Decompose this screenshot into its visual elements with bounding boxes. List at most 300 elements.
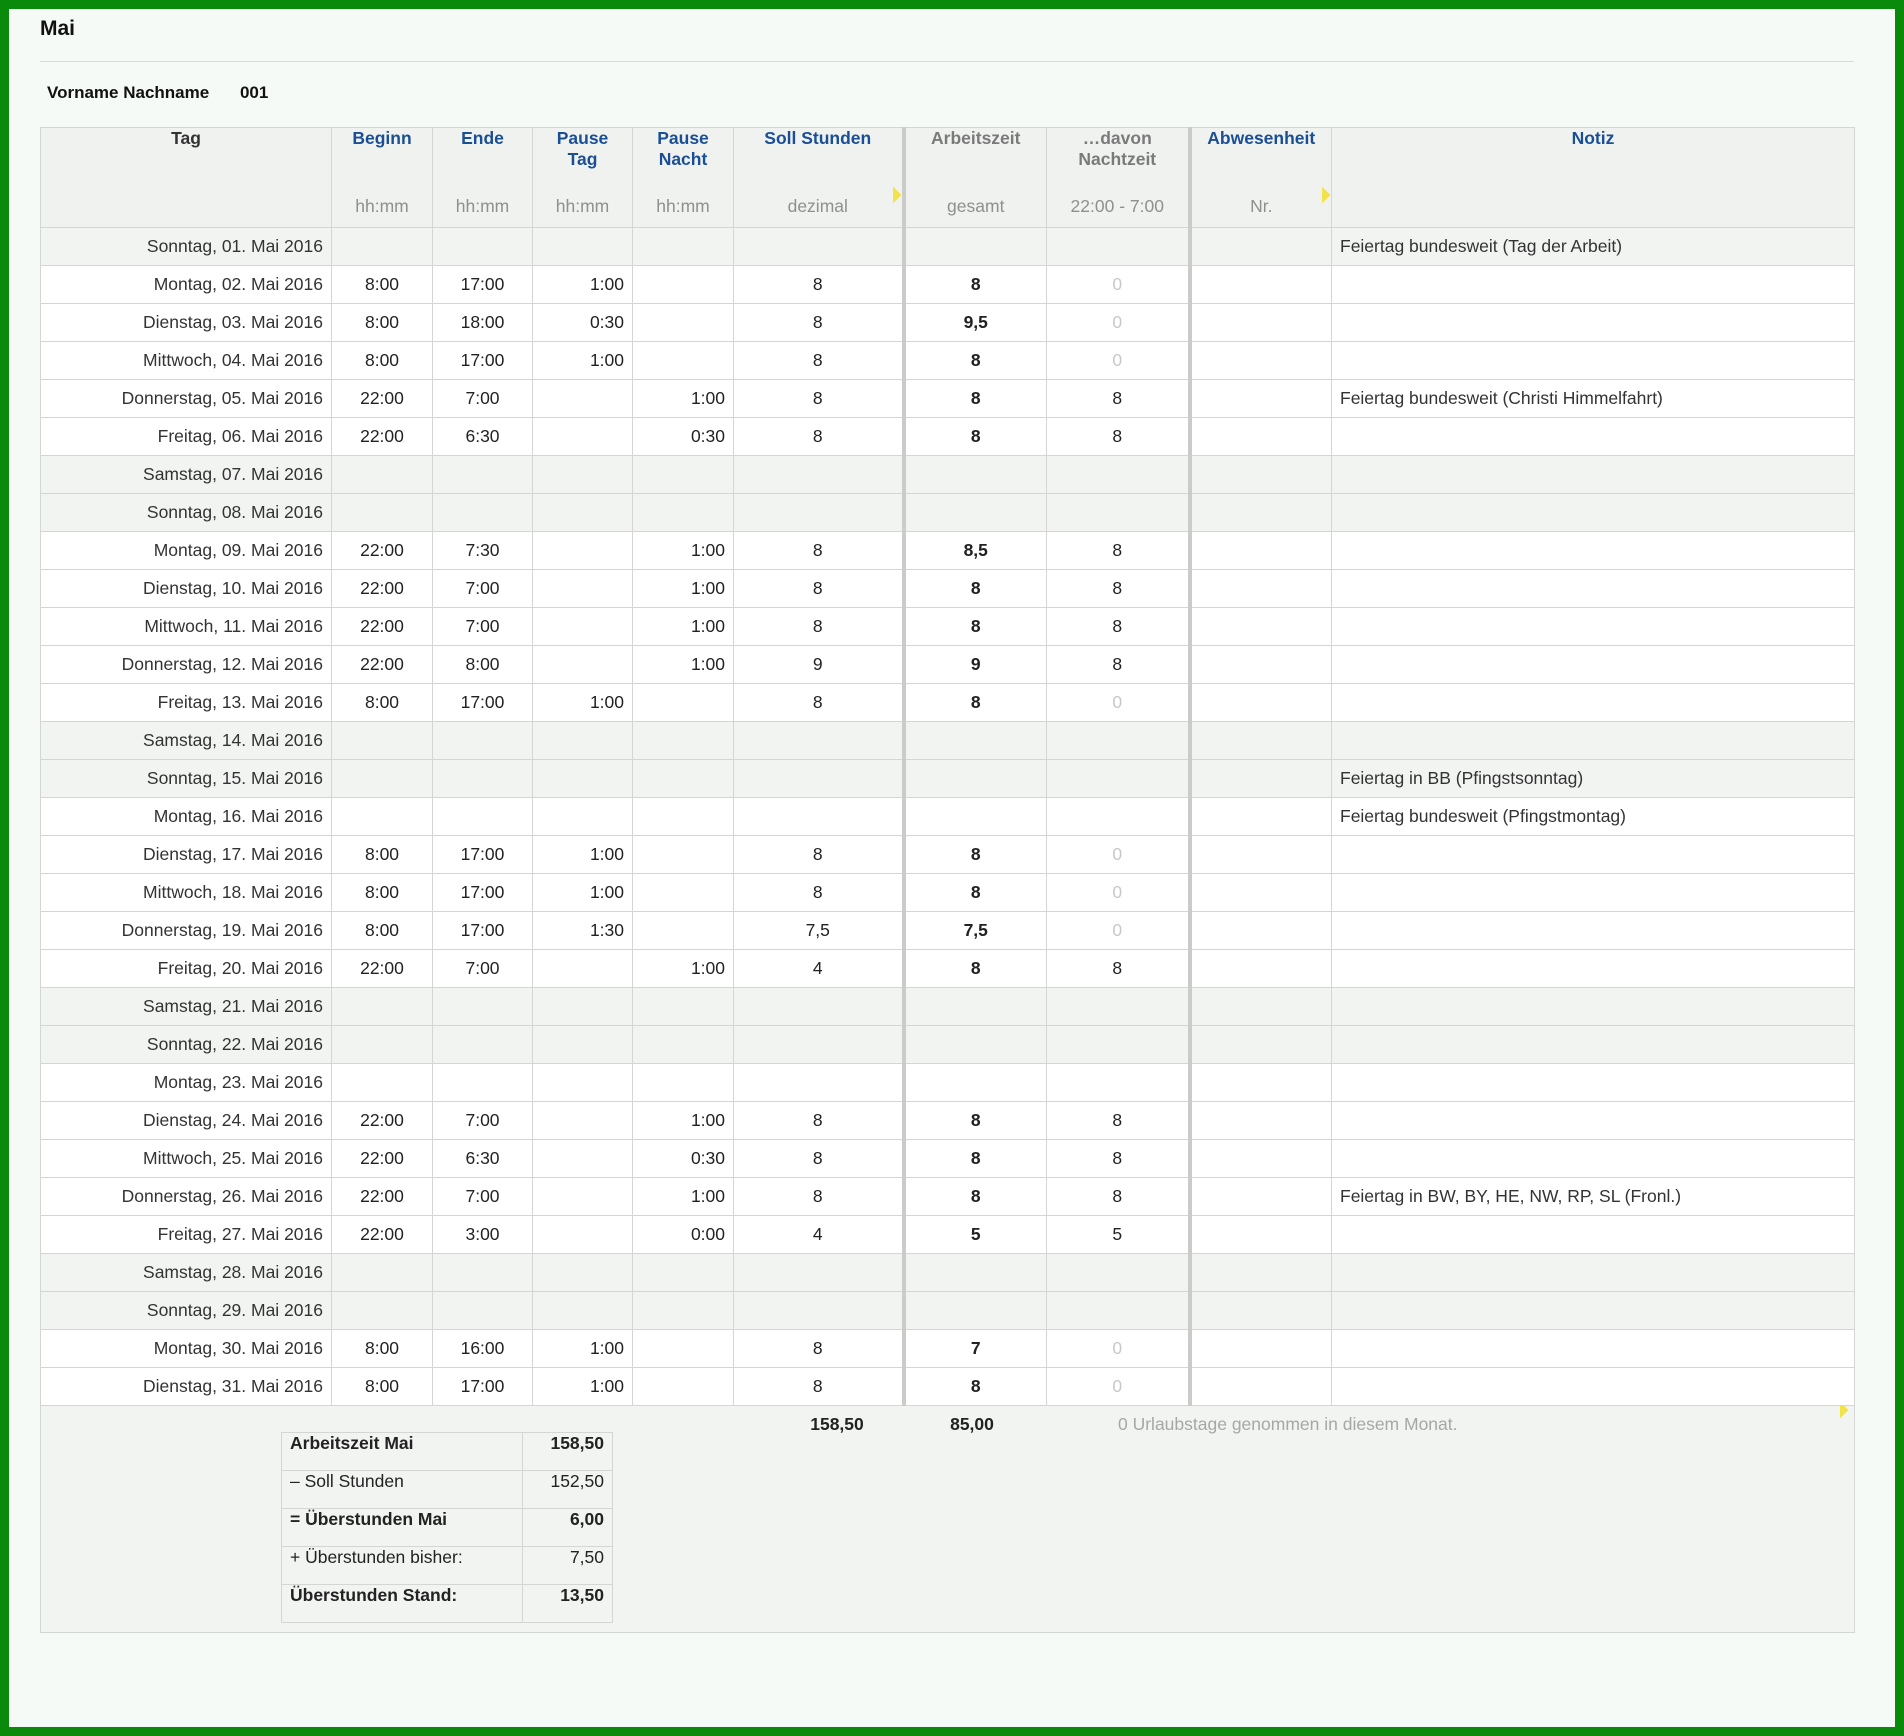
cell-arbeitszeit[interactable]: 8 (904, 1140, 1047, 1178)
cell-beginn[interactable] (332, 1064, 433, 1102)
cell-abwesenheit[interactable] (1190, 874, 1332, 912)
cell-soll[interactable] (734, 722, 904, 760)
cell-abwesenheit[interactable] (1190, 988, 1332, 1026)
cell-day[interactable]: Sonntag, 15. Mai 2016 (41, 760, 332, 798)
cell-pause-tag[interactable] (533, 608, 633, 646)
cell-day[interactable]: Dienstag, 10. Mai 2016 (41, 570, 332, 608)
cell-arbeitszeit[interactable]: 8 (904, 1102, 1047, 1140)
cell-beginn[interactable]: 22:00 (332, 418, 433, 456)
cell-arbeitszeit[interactable]: 8 (904, 1368, 1047, 1406)
cell-day[interactable]: Mittwoch, 04. Mai 2016 (41, 342, 332, 380)
cell-pause-tag[interactable] (533, 760, 633, 798)
cell-nachtzeit[interactable] (1047, 456, 1190, 494)
cell-day[interactable]: Mittwoch, 11. Mai 2016 (41, 608, 332, 646)
cell-ende[interactable]: 7:00 (433, 950, 533, 988)
cell-nachtzeit[interactable] (1047, 1026, 1190, 1064)
cell-pause-tag[interactable] (533, 1216, 633, 1254)
cell-notiz[interactable] (1332, 1140, 1855, 1178)
cell-pause-nacht[interactable]: 1:00 (633, 1178, 734, 1216)
cell-nachtzeit[interactable]: 8 (1047, 1140, 1190, 1178)
cell-soll[interactable]: 8 (734, 684, 904, 722)
col-header-ende[interactable] (433, 128, 533, 228)
cell-pause-tag[interactable] (533, 1178, 633, 1216)
cell-pause-nacht[interactable] (633, 1026, 734, 1064)
cell-arbeitszeit[interactable] (904, 1292, 1047, 1330)
cell-ende[interactable]: 17:00 (433, 874, 533, 912)
cell-nachtzeit[interactable]: 0 (1047, 1368, 1190, 1406)
cell-pause-tag[interactable]: 1:00 (533, 1368, 633, 1406)
cell-beginn[interactable]: 8:00 (332, 874, 433, 912)
cell-beginn[interactable] (332, 722, 433, 760)
cell-arbeitszeit[interactable]: 7 (904, 1330, 1047, 1368)
cell-soll[interactable]: 8 (734, 266, 904, 304)
cell-nachtzeit[interactable]: 0 (1047, 874, 1190, 912)
cell-ende[interactable]: 7:00 (433, 570, 533, 608)
cell-arbeitszeit[interactable] (904, 722, 1047, 760)
cell-beginn[interactable]: 22:00 (332, 570, 433, 608)
cell-beginn[interactable]: 22:00 (332, 646, 433, 684)
cell-nachtzeit[interactable]: 8 (1047, 1178, 1190, 1216)
cell-ende[interactable]: 7:00 (433, 608, 533, 646)
cell-abwesenheit[interactable] (1190, 950, 1332, 988)
cell-nachtzeit[interactable]: 8 (1047, 608, 1190, 646)
cell-notiz[interactable] (1332, 1292, 1855, 1330)
cell-pause-nacht[interactable] (633, 988, 734, 1026)
cell-ende[interactable] (433, 1026, 533, 1064)
cell-pause-tag[interactable] (533, 988, 633, 1026)
cell-arbeitszeit[interactable]: 8 (904, 874, 1047, 912)
cell-pause-nacht[interactable] (633, 494, 734, 532)
cell-beginn[interactable] (332, 1026, 433, 1064)
cell-day[interactable]: Donnerstag, 12. Mai 2016 (41, 646, 332, 684)
cell-nachtzeit[interactable]: 0 (1047, 912, 1190, 950)
cell-day[interactable]: Dienstag, 24. Mai 2016 (41, 1102, 332, 1140)
cell-notiz[interactable] (1332, 912, 1855, 950)
cell-arbeitszeit[interactable]: 8 (904, 608, 1047, 646)
cell-soll[interactable]: 8 (734, 1178, 904, 1216)
cell-notiz[interactable] (1332, 456, 1855, 494)
cell-abwesenheit[interactable] (1190, 798, 1332, 836)
cell-beginn[interactable]: 22:00 (332, 1140, 433, 1178)
cell-day[interactable]: Freitag, 13. Mai 2016 (41, 684, 332, 722)
cell-abwesenheit[interactable] (1190, 342, 1332, 380)
cell-beginn[interactable] (332, 798, 433, 836)
cell-arbeitszeit[interactable]: 8 (904, 380, 1047, 418)
cell-day[interactable]: Sonntag, 22. Mai 2016 (41, 1026, 332, 1064)
cell-notiz[interactable] (1332, 722, 1855, 760)
cell-notiz[interactable] (1332, 342, 1855, 380)
cell-soll[interactable]: 8 (734, 342, 904, 380)
cell-beginn[interactable] (332, 494, 433, 532)
cell-pause-tag[interactable]: 1:00 (533, 342, 633, 380)
cell-ende[interactable]: 17:00 (433, 684, 533, 722)
cell-abwesenheit[interactable] (1190, 1178, 1332, 1216)
cell-arbeitszeit[interactable] (904, 1026, 1047, 1064)
cell-arbeitszeit[interactable]: 8 (904, 1178, 1047, 1216)
cell-day[interactable]: Freitag, 06. Mai 2016 (41, 418, 332, 456)
cell-arbeitszeit[interactable]: 8 (904, 266, 1047, 304)
cell-notiz[interactable] (1332, 836, 1855, 874)
cell-beginn[interactable]: 22:00 (332, 1216, 433, 1254)
col-header-pause-nacht[interactable] (633, 128, 734, 228)
cell-notiz[interactable] (1332, 266, 1855, 304)
cell-pause-tag[interactable]: 1:30 (533, 912, 633, 950)
cell-ende[interactable]: 17:00 (433, 266, 533, 304)
cell-soll[interactable]: 9 (734, 646, 904, 684)
cell-nachtzeit[interactable] (1047, 228, 1190, 266)
cell-notiz[interactable] (1332, 1102, 1855, 1140)
cell-ende[interactable]: 17:00 (433, 836, 533, 874)
cell-notiz[interactable] (1332, 1064, 1855, 1102)
cell-day[interactable]: Freitag, 20. Mai 2016 (41, 950, 332, 988)
cell-notiz[interactable] (1332, 532, 1855, 570)
cell-soll[interactable]: 4 (734, 1216, 904, 1254)
cell-arbeitszeit[interactable]: 9,5 (904, 304, 1047, 342)
cell-soll[interactable] (734, 494, 904, 532)
cell-soll[interactable] (734, 1254, 904, 1292)
cell-pause-nacht[interactable] (633, 836, 734, 874)
cell-soll[interactable]: 8 (734, 1330, 904, 1368)
col-header-arbeitszeit[interactable] (904, 128, 1047, 228)
cell-beginn[interactable] (332, 988, 433, 1026)
cell-pause-nacht[interactable] (633, 1064, 734, 1102)
comment-marker-icon[interactable] (1832, 1406, 1849, 1419)
cell-abwesenheit[interactable] (1190, 1292, 1332, 1330)
cell-beginn[interactable]: 22:00 (332, 532, 433, 570)
cell-abwesenheit[interactable] (1190, 608, 1332, 646)
cell-pause-nacht[interactable]: 0:00 (633, 1216, 734, 1254)
cell-abwesenheit[interactable] (1190, 380, 1332, 418)
cell-day[interactable]: Sonntag, 29. Mai 2016 (41, 1292, 332, 1330)
cell-notiz[interactable]: Feiertag in BB (Pfingstsonntag) (1332, 760, 1855, 798)
cell-nachtzeit[interactable]: 8 (1047, 1102, 1190, 1140)
cell-notiz[interactable] (1332, 1216, 1855, 1254)
cell-beginn[interactable] (332, 228, 433, 266)
cell-ende[interactable] (433, 1292, 533, 1330)
cell-notiz[interactable] (1332, 988, 1855, 1026)
cell-arbeitszeit[interactable] (904, 456, 1047, 494)
cell-nachtzeit[interactable] (1047, 494, 1190, 532)
cell-nachtzeit[interactable]: 8 (1047, 380, 1190, 418)
cell-soll[interactable] (734, 456, 904, 494)
cell-soll[interactable] (734, 988, 904, 1026)
cell-pause-tag[interactable]: 0:30 (533, 304, 633, 342)
cell-soll[interactable]: 8 (734, 1368, 904, 1406)
cell-ende[interactable]: 6:30 (433, 1140, 533, 1178)
cell-abwesenheit[interactable] (1190, 570, 1332, 608)
cell-ende[interactable] (433, 798, 533, 836)
cell-ende[interactable] (433, 1254, 533, 1292)
cell-ende[interactable]: 17:00 (433, 342, 533, 380)
cell-pause-nacht[interactable] (633, 266, 734, 304)
cell-pause-nacht[interactable] (633, 1254, 734, 1292)
cell-abwesenheit[interactable] (1190, 646, 1332, 684)
cell-notiz[interactable] (1332, 950, 1855, 988)
cell-arbeitszeit[interactable] (904, 1254, 1047, 1292)
cell-pause-tag[interactable] (533, 494, 633, 532)
cell-beginn[interactable] (332, 1292, 433, 1330)
cell-arbeitszeit[interactable]: 5 (904, 1216, 1047, 1254)
cell-day[interactable]: Freitag, 27. Mai 2016 (41, 1216, 332, 1254)
cell-ende[interactable]: 7:00 (433, 1102, 533, 1140)
cell-soll[interactable]: 8 (734, 608, 904, 646)
cell-soll[interactable] (734, 1026, 904, 1064)
cell-pause-nacht[interactable] (633, 684, 734, 722)
cell-soll[interactable]: 8 (734, 418, 904, 456)
cell-ende[interactable]: 16:00 (433, 1330, 533, 1368)
cell-arbeitszeit[interactable]: 8 (904, 418, 1047, 456)
cell-arbeitszeit[interactable]: 8 (904, 836, 1047, 874)
cell-pause-tag[interactable]: 1:00 (533, 266, 633, 304)
cell-arbeitszeit[interactable]: 8 (904, 684, 1047, 722)
cell-pause-nacht[interactable] (633, 760, 734, 798)
cell-pause-nacht[interactable]: 1:00 (633, 380, 734, 418)
cell-pause-tag[interactable] (533, 1064, 633, 1102)
cell-nachtzeit[interactable]: 0 (1047, 266, 1190, 304)
col-header-pause-tag[interactable] (533, 128, 633, 228)
cell-abwesenheit[interactable] (1190, 266, 1332, 304)
cell-arbeitszeit[interactable]: 8,5 (904, 532, 1047, 570)
cell-nachtzeit[interactable] (1047, 1254, 1190, 1292)
cell-beginn[interactable]: 8:00 (332, 1330, 433, 1368)
cell-arbeitszeit[interactable]: 9 (904, 646, 1047, 684)
cell-soll[interactable]: 8 (734, 836, 904, 874)
cell-pause-tag[interactable] (533, 380, 633, 418)
cell-pause-nacht[interactable] (633, 874, 734, 912)
cell-abwesenheit[interactable] (1190, 684, 1332, 722)
cell-nachtzeit[interactable]: 8 (1047, 532, 1190, 570)
cell-notiz[interactable]: Feiertag in BW, BY, HE, NW, RP, SL (Fronl.) (1332, 1178, 1855, 1216)
cell-beginn[interactable]: 22:00 (332, 950, 433, 988)
cell-soll[interactable] (734, 798, 904, 836)
cell-day[interactable]: Donnerstag, 05. Mai 2016 (41, 380, 332, 418)
cell-abwesenheit[interactable] (1190, 456, 1332, 494)
cell-pause-nacht[interactable]: 1:00 (633, 570, 734, 608)
cell-day[interactable]: Dienstag, 31. Mai 2016 (41, 1368, 332, 1406)
cell-day[interactable]: Montag, 16. Mai 2016 (41, 798, 332, 836)
cell-day[interactable]: Samstag, 07. Mai 2016 (41, 456, 332, 494)
cell-abwesenheit[interactable] (1190, 1140, 1332, 1178)
cell-arbeitszeit[interactable]: 8 (904, 570, 1047, 608)
cell-nachtzeit[interactable]: 0 (1047, 836, 1190, 874)
cell-soll[interactable]: 8 (734, 874, 904, 912)
cell-pause-tag[interactable] (533, 950, 633, 988)
cell-day[interactable]: Donnerstag, 19. Mai 2016 (41, 912, 332, 950)
cell-arbeitszeit[interactable] (904, 760, 1047, 798)
cell-nachtzeit[interactable] (1047, 760, 1190, 798)
cell-ende[interactable]: 18:00 (433, 304, 533, 342)
cell-notiz[interactable] (1332, 418, 1855, 456)
cell-day[interactable]: Montag, 09. Mai 2016 (41, 532, 332, 570)
cell-beginn[interactable]: 8:00 (332, 684, 433, 722)
cell-pause-tag[interactable] (533, 1140, 633, 1178)
cell-day[interactable]: Dienstag, 17. Mai 2016 (41, 836, 332, 874)
cell-notiz[interactable] (1332, 1368, 1855, 1406)
cell-soll[interactable]: 7,5 (734, 912, 904, 950)
cell-abwesenheit[interactable] (1190, 532, 1332, 570)
cell-abwesenheit[interactable] (1190, 912, 1332, 950)
cell-soll[interactable]: 4 (734, 950, 904, 988)
cell-abwesenheit[interactable] (1190, 1254, 1332, 1292)
cell-nachtzeit[interactable] (1047, 1292, 1190, 1330)
cell-ende[interactable] (433, 760, 533, 798)
cell-ende[interactable]: 6:30 (433, 418, 533, 456)
cell-pause-nacht[interactable] (633, 798, 734, 836)
cell-notiz[interactable] (1332, 494, 1855, 532)
cell-pause-tag[interactable] (533, 1254, 633, 1292)
cell-arbeitszeit[interactable] (904, 798, 1047, 836)
cell-abwesenheit[interactable] (1190, 418, 1332, 456)
cell-nachtzeit[interactable]: 8 (1047, 646, 1190, 684)
cell-ende[interactable] (433, 456, 533, 494)
cell-notiz[interactable] (1332, 1330, 1855, 1368)
cell-nachtzeit[interactable]: 5 (1047, 1216, 1190, 1254)
cell-nachtzeit[interactable]: 0 (1047, 1330, 1190, 1368)
col-header-tag[interactable] (41, 128, 332, 228)
cell-pause-tag[interactable]: 1:00 (533, 874, 633, 912)
cell-pause-tag[interactable]: 1:00 (533, 836, 633, 874)
cell-abwesenheit[interactable] (1190, 1368, 1332, 1406)
cell-arbeitszeit[interactable]: 7,5 (904, 912, 1047, 950)
cell-day[interactable]: Montag, 02. Mai 2016 (41, 266, 332, 304)
cell-pause-nacht[interactable] (633, 228, 734, 266)
cell-beginn[interactable]: 8:00 (332, 836, 433, 874)
cell-pause-tag[interactable] (533, 228, 633, 266)
cell-abwesenheit[interactable] (1190, 228, 1332, 266)
cell-soll[interactable] (734, 1064, 904, 1102)
cell-pause-nacht[interactable]: 0:30 (633, 1140, 734, 1178)
cell-nachtzeit[interactable]: 0 (1047, 304, 1190, 342)
cell-soll[interactable]: 8 (734, 532, 904, 570)
cell-soll[interactable] (734, 760, 904, 798)
cell-notiz[interactable] (1332, 874, 1855, 912)
cell-pause-tag[interactable] (533, 1292, 633, 1330)
cell-pause-tag[interactable] (533, 532, 633, 570)
cell-pause-nacht[interactable] (633, 1368, 734, 1406)
cell-arbeitszeit[interactable] (904, 988, 1047, 1026)
cell-day[interactable]: Sonntag, 01. Mai 2016 (41, 228, 332, 266)
cell-nachtzeit[interactable]: 8 (1047, 950, 1190, 988)
cell-pause-nacht[interactable] (633, 304, 734, 342)
cell-arbeitszeit[interactable] (904, 228, 1047, 266)
cell-day[interactable]: Samstag, 28. Mai 2016 (41, 1254, 332, 1292)
cell-nachtzeit[interactable]: 8 (1047, 418, 1190, 456)
cell-ende[interactable]: 8:00 (433, 646, 533, 684)
cell-soll[interactable]: 8 (734, 570, 904, 608)
cell-ende[interactable]: 17:00 (433, 912, 533, 950)
cell-pause-tag[interactable] (533, 722, 633, 760)
cell-abwesenheit[interactable] (1190, 1330, 1332, 1368)
cell-pause-tag[interactable] (533, 418, 633, 456)
cell-ende[interactable]: 7:00 (433, 380, 533, 418)
cell-pause-tag[interactable]: 1:00 (533, 684, 633, 722)
cell-day[interactable]: Samstag, 21. Mai 2016 (41, 988, 332, 1026)
col-header-beginn[interactable] (332, 128, 433, 228)
cell-beginn[interactable] (332, 760, 433, 798)
cell-nachtzeit[interactable] (1047, 722, 1190, 760)
cell-pause-nacht[interactable]: 0:30 (633, 418, 734, 456)
cell-pause-nacht[interactable]: 1:00 (633, 608, 734, 646)
cell-nachtzeit[interactable] (1047, 798, 1190, 836)
cell-notiz[interactable] (1332, 684, 1855, 722)
cell-notiz[interactable] (1332, 608, 1855, 646)
cell-day[interactable]: Mittwoch, 18. Mai 2016 (41, 874, 332, 912)
cell-ende[interactable]: 3:00 (433, 1216, 533, 1254)
col-header-soll-stunden[interactable] (734, 128, 904, 228)
cell-notiz[interactable] (1332, 570, 1855, 608)
cell-beginn[interactable] (332, 456, 433, 494)
cell-beginn[interactable]: 22:00 (332, 608, 433, 646)
cell-beginn[interactable]: 8:00 (332, 266, 433, 304)
cell-ende[interactable] (433, 988, 533, 1026)
cell-beginn[interactable]: 8:00 (332, 1368, 433, 1406)
cell-pause-tag[interactable] (533, 646, 633, 684)
cell-pause-nacht[interactable]: 1:00 (633, 532, 734, 570)
cell-arbeitszeit[interactable] (904, 494, 1047, 532)
cell-pause-nacht[interactable] (633, 1330, 734, 1368)
col-header-abwesenheit[interactable] (1190, 128, 1332, 228)
cell-pause-nacht[interactable] (633, 722, 734, 760)
cell-ende[interactable] (433, 722, 533, 760)
cell-pause-nacht[interactable]: 1:00 (633, 646, 734, 684)
cell-beginn[interactable]: 8:00 (332, 342, 433, 380)
cell-ende[interactable] (433, 228, 533, 266)
cell-soll[interactable]: 8 (734, 304, 904, 342)
col-header-nachtzeit[interactable] (1047, 128, 1190, 228)
cell-arbeitszeit[interactable]: 8 (904, 950, 1047, 988)
cell-nachtzeit[interactable]: 0 (1047, 684, 1190, 722)
cell-notiz[interactable]: Feiertag bundesweit (Christi Himmelfahrt) (1332, 380, 1855, 418)
cell-day[interactable]: Montag, 30. Mai 2016 (41, 1330, 332, 1368)
cell-ende[interactable]: 7:00 (433, 1178, 533, 1216)
cell-notiz[interactable] (1332, 1254, 1855, 1292)
cell-day[interactable]: Sonntag, 08. Mai 2016 (41, 494, 332, 532)
cell-pause-tag[interactable] (533, 798, 633, 836)
cell-beginn[interactable] (332, 1254, 433, 1292)
cell-pause-nacht[interactable] (633, 342, 734, 380)
cell-beginn[interactable]: 22:00 (332, 1178, 433, 1216)
cell-pause-tag[interactable]: 1:00 (533, 1330, 633, 1368)
cell-day[interactable]: Mittwoch, 25. Mai 2016 (41, 1140, 332, 1178)
cell-nachtzeit[interactable] (1047, 988, 1190, 1026)
cell-beginn[interactable]: 22:00 (332, 380, 433, 418)
cell-ende[interactable]: 7:30 (433, 532, 533, 570)
cell-notiz[interactable]: Feiertag bundesweit (Pfingstmontag) (1332, 798, 1855, 836)
cell-soll[interactable]: 8 (734, 1102, 904, 1140)
cell-nachtzeit[interactable]: 8 (1047, 570, 1190, 608)
cell-abwesenheit[interactable] (1190, 304, 1332, 342)
cell-arbeitszeit[interactable]: 8 (904, 342, 1047, 380)
cell-pause-nacht[interactable]: 1:00 (633, 1102, 734, 1140)
cell-day[interactable]: Montag, 23. Mai 2016 (41, 1064, 332, 1102)
cell-notiz[interactable]: Feiertag bundesweit (Tag der Arbeit) (1332, 228, 1855, 266)
cell-nachtzeit[interactable]: 0 (1047, 342, 1190, 380)
cell-notiz[interactable] (1332, 646, 1855, 684)
cell-ende[interactable] (433, 1064, 533, 1102)
cell-abwesenheit[interactable] (1190, 1216, 1332, 1254)
cell-soll[interactable] (734, 1292, 904, 1330)
cell-nachtzeit[interactable] (1047, 1064, 1190, 1102)
cell-abwesenheit[interactable] (1190, 760, 1332, 798)
cell-soll[interactable]: 8 (734, 1140, 904, 1178)
cell-pause-nacht[interactable] (633, 456, 734, 494)
cell-notiz[interactable] (1332, 304, 1855, 342)
cell-pause-nacht[interactable] (633, 1292, 734, 1330)
cell-pause-nacht[interactable] (633, 912, 734, 950)
cell-arbeitszeit[interactable] (904, 1064, 1047, 1102)
cell-day[interactable]: Dienstag, 03. Mai 2016 (41, 304, 332, 342)
cell-abwesenheit[interactable] (1190, 1026, 1332, 1064)
